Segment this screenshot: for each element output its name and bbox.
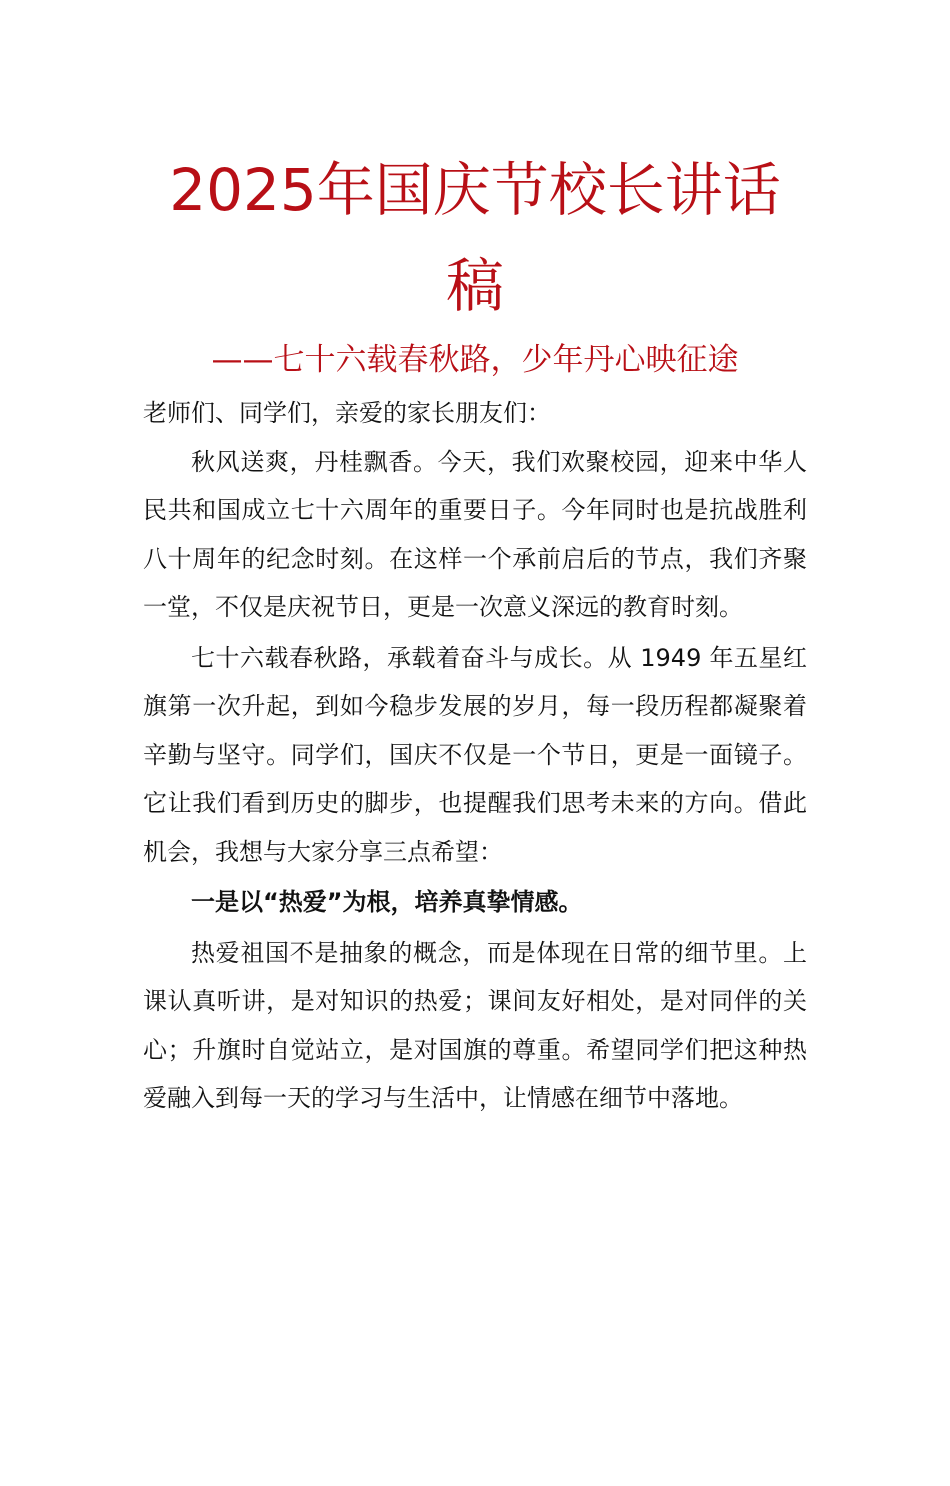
paragraph-intro: 秋风送爽，丹桂飘香。今天，我们欢聚校园，迎来中华人民共和国成立七十六周年的重要日子。今年同时也是抗战胜利八十周年的纪念时刻。在这样一个承前启后的节点，我们齐聚一堂，不仅是庆祝节日，更是一次意义深远的教育时刻。 [143, 447, 807, 621]
document-title: 2025年国庆节校长讲话稿 [169, 156, 781, 320]
document-page [0, 142, 950, 1486]
paragraph-love: 热爱祖国不是抽象的概念，而是体现在日常的细节里。上课认真听讲，是对知识的热爱；课间友好相处，是对同伴的关心；升旗时自觉站立，是对国旗的尊重。希望同学们把这种热爱融入到每一天的学习与生活中，让情感在细节中落地。 [143, 938, 807, 1112]
document-subtitle: ——七十六载春秋路，少年丹心映征途 [211, 342, 739, 378]
paragraph-history: 七十六载春秋路，承载着奋斗与成长。从 1949 年五星红旗第一次升起，到如今稳步发展的岁月，每一段历程都凝聚着辛勤与坚守。同学们，国庆不仅是一个节日，更是一面镜子。它让我们看到历史的脚步，也提醒我们思考未来的方向。借此机会，我想与大家分享三点希望： [143, 643, 807, 866]
salutation: 老师们、同学们，亲爱的家长朋友们： [143, 399, 551, 427]
section-heading-love: 一是以“热爱”为根，培养真挚情感。 [191, 888, 583, 916]
